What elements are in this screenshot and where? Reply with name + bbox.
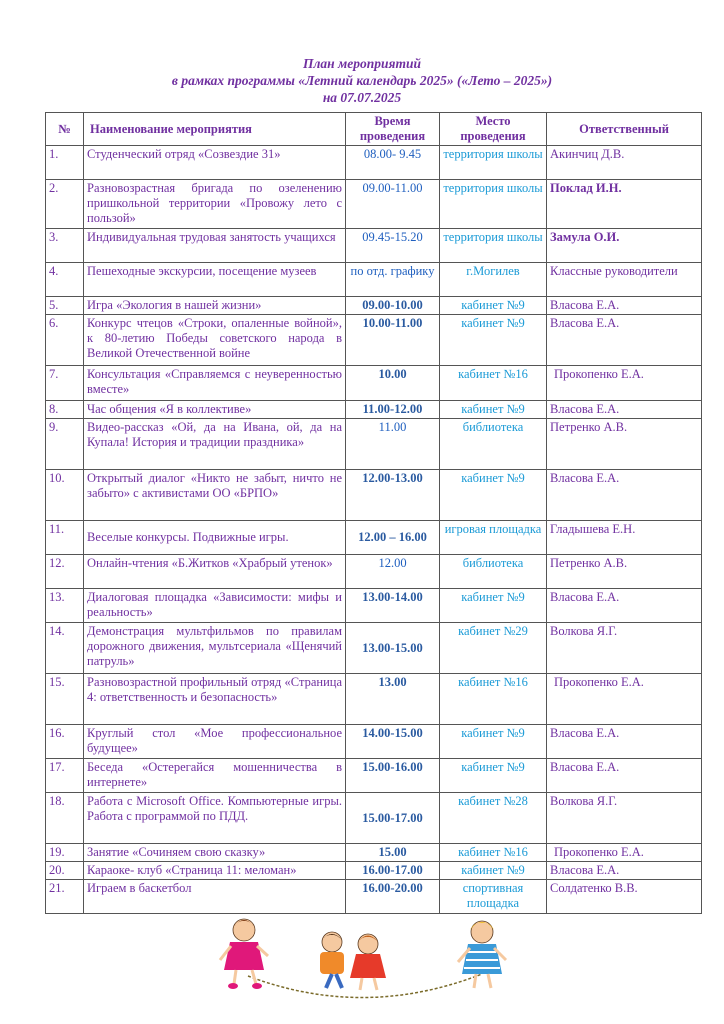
event-place: кабинет №9 xyxy=(440,862,547,880)
event-place: кабинет №9 xyxy=(440,297,547,315)
event-place: кабинет №9 xyxy=(440,470,547,521)
event-responsible: Классные руководители xyxy=(547,263,702,297)
event-responsible: Волкова Я.Г. xyxy=(547,623,702,674)
event-name: Открытый диалог «Никто не забыт, ничто не забыто» с активистами ОО «БРПО» xyxy=(84,470,346,521)
event-time: 10.00-11.00 xyxy=(346,315,440,366)
event-time: 12.00 xyxy=(346,555,440,589)
event-place: кабинет №16 xyxy=(440,674,547,725)
event-name: Индивидуальная трудовая занятость учащихся xyxy=(84,229,346,263)
event-place: кабинет №9 xyxy=(440,401,547,419)
event-place: библиотека xyxy=(440,555,547,589)
table-row xyxy=(46,555,702,589)
row-number: 11. xyxy=(46,521,84,555)
row-number: 19. xyxy=(46,844,84,862)
event-name: Студенческий отряд «Созвездие 31» xyxy=(84,146,346,180)
row-number: 21. xyxy=(46,880,84,914)
table-row xyxy=(46,880,702,914)
event-time: 12.00-13.00 xyxy=(346,470,440,521)
row-number: 5. xyxy=(46,297,84,315)
event-place: игровая площадка xyxy=(440,521,547,555)
event-time: 13.00-14.00 xyxy=(346,589,440,623)
event-time: 09.00-10.00 xyxy=(346,297,440,315)
event-responsible: Поклад И.Н. xyxy=(547,180,702,229)
col-header-place: Место проведения xyxy=(440,113,547,146)
event-responsible: Акинчиц Д.В. xyxy=(547,146,702,180)
event-time: 15.00-16.00 xyxy=(346,759,440,793)
event-responsible: Прокопенко Е.А. xyxy=(547,844,702,862)
event-time: 11.00 xyxy=(346,419,440,470)
table-row xyxy=(46,521,702,555)
col-header-time: Время проведения xyxy=(346,113,440,146)
event-responsible: Прокопенко Е.А. xyxy=(547,366,702,401)
row-number: 8. xyxy=(46,401,84,419)
row-number: 18. xyxy=(46,793,84,844)
event-place: кабинет №9 xyxy=(440,315,547,366)
plan-date: на 07.07.2025 xyxy=(322,90,402,105)
event-name: Пешеходные экскурсии, посещение музеев xyxy=(84,263,346,297)
row-number: 20. xyxy=(46,862,84,880)
event-time: 13.00-15.00 xyxy=(346,623,440,674)
event-name: Играем в баскетбол xyxy=(84,880,346,914)
event-name: Час общения «Я в коллективе» xyxy=(84,401,346,419)
event-responsible: Гладышева Е.Н. xyxy=(547,521,702,555)
event-place: территория школы xyxy=(440,229,547,263)
event-name: Работа с Microsoft Office. Компьютерные игры. Работа с программой по ПДД. xyxy=(84,793,346,844)
table-row xyxy=(46,844,702,862)
event-place: г.Могилев xyxy=(440,263,547,297)
event-responsible: Власова Е.А. xyxy=(547,297,702,315)
event-name: Консультация «Справляемся с неуверенностью вместе» xyxy=(84,366,346,401)
event-responsible: Власова Е.А. xyxy=(547,315,702,366)
row-number: 2. xyxy=(46,180,84,229)
table-row xyxy=(46,366,702,401)
event-place: спортивная площадка xyxy=(440,880,547,914)
event-place: территория школы xyxy=(440,146,547,180)
event-place: кабинет №29 xyxy=(440,623,547,674)
row-number: 14. xyxy=(46,623,84,674)
col-header-name: Наименование мероприятия xyxy=(84,113,346,146)
row-number: 15. xyxy=(46,674,84,725)
plan-title: План мероприятий xyxy=(302,56,422,71)
row-number: 16. xyxy=(46,725,84,759)
event-time: 09.00-11.00 xyxy=(346,180,440,229)
event-responsible: Власова Е.А. xyxy=(547,470,702,521)
event-responsible: Власова Е.А. xyxy=(547,401,702,419)
event-place: территория школы xyxy=(440,180,547,229)
row-number: 7. xyxy=(46,366,84,401)
row-number: 12. xyxy=(46,555,84,589)
event-responsible: Власова Е.А. xyxy=(547,759,702,793)
row-number: 3. xyxy=(46,229,84,263)
event-time: 09.45-15.20 xyxy=(346,229,440,263)
event-name: Конкурс чтецов «Строки, опаленные войной», к 80-летию Победы советского народа в Великой Отечественной войне xyxy=(84,315,346,366)
table-header-row xyxy=(46,113,702,146)
event-place: кабинет №9 xyxy=(440,589,547,623)
event-place: кабинет №28 xyxy=(440,793,547,844)
event-responsible: Власова Е.А. xyxy=(547,862,702,880)
event-name: Диалоговая площадка «Зависимости: мифы и реальность» xyxy=(84,589,346,623)
event-time: 13.00 xyxy=(346,674,440,725)
event-name: Веселые конкурсы. Подвижные игры. xyxy=(84,521,346,555)
event-time: 10.00 xyxy=(346,366,440,401)
event-responsible: Солдатенко В.В. xyxy=(547,880,702,914)
events-table xyxy=(45,112,702,914)
event-name: Занятие «Сочиняем свою сказку» xyxy=(84,844,346,862)
table-row xyxy=(46,862,702,880)
event-responsible: Волкова Я.Г. xyxy=(547,793,702,844)
row-number: 4. xyxy=(46,263,84,297)
row-number: 9. xyxy=(46,419,84,470)
event-time: 15.00-17.00 xyxy=(346,793,440,844)
event-name: Беседа «Остерегайся мошенничества в интернете» xyxy=(84,759,346,793)
table-row xyxy=(46,623,702,674)
event-place: кабинет №16 xyxy=(440,366,547,401)
event-responsible: Петренко А.В. xyxy=(547,555,702,589)
table-row xyxy=(46,725,702,759)
event-time: 14.00-15.00 xyxy=(346,725,440,759)
table-row xyxy=(46,315,702,366)
event-name: Караоке- клуб «Страница 11: меломан» xyxy=(84,862,346,880)
row-number: 17. xyxy=(46,759,84,793)
table-row xyxy=(46,470,702,521)
table-row xyxy=(46,759,702,793)
event-name: Игра «Экология в нашей жизни» xyxy=(84,297,346,315)
table-row xyxy=(46,589,702,623)
row-number: 1. xyxy=(46,146,84,180)
event-time: по отд. графику xyxy=(346,263,440,297)
table-row xyxy=(46,146,702,180)
col-header-number: № xyxy=(46,113,84,146)
event-place: библиотека xyxy=(440,419,547,470)
col-header-responsible: Ответственный xyxy=(547,113,702,146)
event-time: 11.00-12.00 xyxy=(346,401,440,419)
event-name: Видео-рассказ «Ой, да на Ивана, ой, да на Купала! История и традиции праздника» xyxy=(84,419,346,470)
table-row xyxy=(46,180,702,229)
event-name: Демонстрация мультфильмов по правилам дорожного движения, мультсериала «Щенячий патруль» xyxy=(84,623,346,674)
row-number: 10. xyxy=(46,470,84,521)
event-responsible: Прокопенко Е.А. xyxy=(547,674,702,725)
children-jumping-rope-illustration xyxy=(214,912,514,1012)
table-row xyxy=(46,419,702,470)
event-responsible: Власова Е.А. xyxy=(547,725,702,759)
event-place: кабинет №9 xyxy=(440,725,547,759)
event-responsible: Замула О.И. xyxy=(547,229,702,263)
event-place: кабинет №9 xyxy=(440,759,547,793)
event-time: 12.00 – 16.00 xyxy=(346,521,440,555)
event-name: Круглый стол «Мое профессиональное будущее» xyxy=(84,725,346,759)
row-number: 6. xyxy=(46,315,84,366)
plan-subtitle: в рамках программы «Летний календарь 2025» («Лето – 2025») xyxy=(171,73,553,88)
event-time: 08.00- 9.45 xyxy=(346,146,440,180)
event-time: 16.00-20.00 xyxy=(346,880,440,914)
table-row xyxy=(46,674,702,725)
table-row xyxy=(46,263,702,297)
event-name: Разновозрастной профильный отряд «Страница 4: ответственность и безопасность» xyxy=(84,674,346,725)
table-row xyxy=(46,401,702,419)
event-responsible: Власова Е.А. xyxy=(547,589,702,623)
event-name: Онлайн-чтения «Б.Житков «Храбрый утенок» xyxy=(84,555,346,589)
event-responsible: Петренко А.В. xyxy=(547,419,702,470)
event-place: кабинет №16 xyxy=(440,844,547,862)
table-row xyxy=(46,229,702,263)
table-row xyxy=(46,297,702,315)
event-time: 16.00-17.00 xyxy=(346,862,440,880)
event-time: 15.00 xyxy=(346,844,440,862)
table-row xyxy=(46,793,702,844)
row-number: 13. xyxy=(46,589,84,623)
event-name: Разновозрастная бригада по озеленению пришкольной территории «Провожу лето с пользой» xyxy=(84,180,346,229)
